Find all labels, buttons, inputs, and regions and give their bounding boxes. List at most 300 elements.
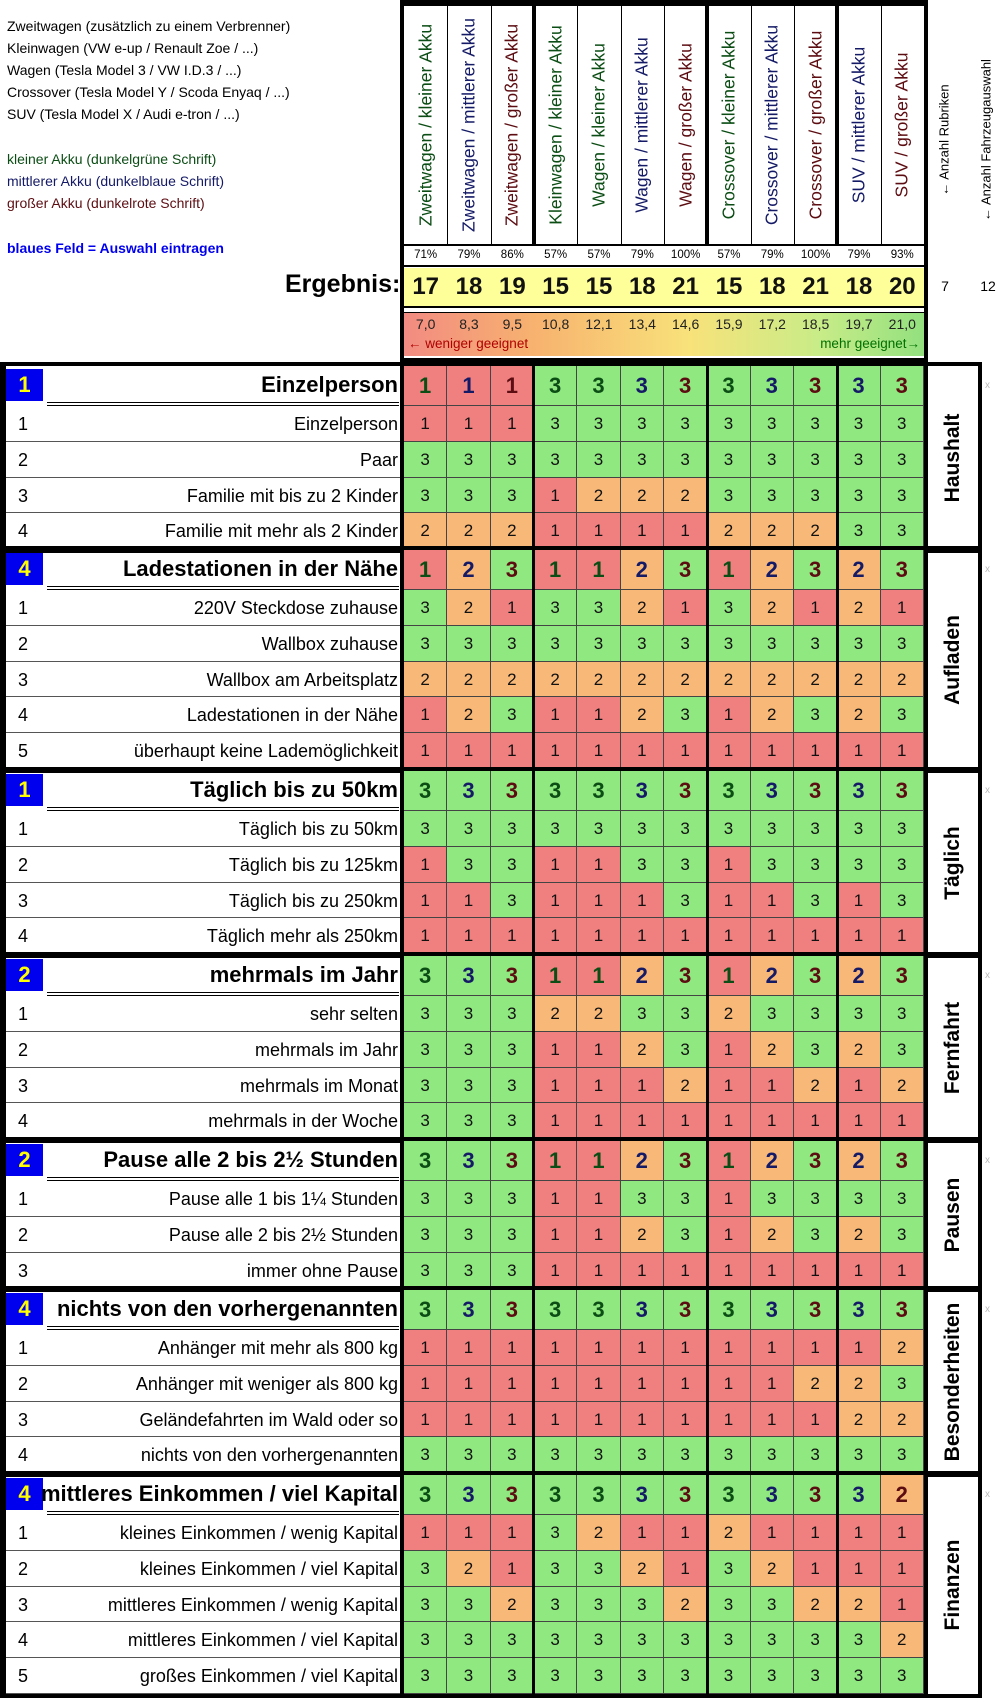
grid-line — [404, 244, 924, 246]
score-cell: 3 — [621, 811, 664, 847]
grid-line — [835, 6, 839, 244]
score-cell: 1 — [707, 733, 750, 769]
option-number: 2 — [18, 633, 29, 654]
option-label: kleines Einkommen / viel Kapital — [139, 1558, 398, 1579]
row-separator — [6, 696, 404, 697]
score-cell: 1 — [751, 1253, 794, 1289]
scale-value: 7,0 — [415, 316, 436, 332]
score-cell: 3 — [794, 1032, 837, 1068]
selection-number-field[interactable]: 4 — [6, 553, 43, 585]
score-cell: 2 — [881, 1402, 924, 1438]
score-cell: 3 — [447, 996, 490, 1032]
column-result: 17 — [404, 268, 447, 306]
option-label: 220V Steckdose zuhause — [193, 598, 398, 618]
score-cell: 1 — [794, 590, 837, 626]
selection-number-field[interactable]: 4 — [6, 1293, 43, 1325]
selected-score-cell: 3 — [794, 1290, 837, 1330]
score-cell: 3 — [534, 406, 577, 442]
score-cell: 3 — [404, 1622, 447, 1658]
selected-row-underline — [47, 992, 399, 993]
score-cell: 3 — [794, 811, 837, 847]
score-cell: 3 — [664, 1437, 707, 1473]
selected-score-cell: 2 — [751, 1141, 794, 1181]
score-cell: 3 — [447, 626, 490, 662]
score-cell: 2 — [837, 662, 880, 698]
selected-score-cell: 2 — [621, 550, 664, 590]
selected-score-cell: 3 — [707, 771, 750, 811]
section-marker: x — [985, 380, 990, 391]
score-cell: 2 — [447, 697, 490, 733]
score-cell: 3 — [491, 626, 534, 662]
grid-line — [924, 1290, 928, 1473]
selected-score-cell: 3 — [577, 1475, 620, 1515]
score-cell: 1 — [707, 1032, 750, 1068]
score-cell: 1 — [491, 590, 534, 626]
score-cell: 1 — [621, 883, 664, 919]
selected-score-cell: 3 — [664, 1290, 707, 1330]
selected-score-cell: 2 — [621, 1141, 664, 1181]
selected-score-cell: 3 — [491, 1290, 534, 1330]
row-separator — [6, 1550, 404, 1551]
score-cell: 3 — [881, 1658, 924, 1694]
selection-number-field[interactable]: 2 — [6, 1144, 43, 1176]
selected-option-label: nichts von den vorhergenannten — [56, 1296, 398, 1321]
option-label: Wallbox am Arbeitsplatz — [206, 669, 398, 690]
score-cell: 1 — [534, 1032, 577, 1068]
column-header — [621, 6, 664, 244]
selected-option-label: mittleres Einkommen / viel Kapital — [40, 1481, 398, 1506]
option-number: 4 — [18, 705, 29, 726]
section-marker: x — [985, 785, 990, 796]
score-cell: 3 — [707, 1587, 750, 1623]
score-cell: 1 — [404, 406, 447, 442]
score-cell: 3 — [491, 442, 534, 478]
option-label: Anhänger mit weniger als 800 kg — [135, 1373, 398, 1394]
grid-line — [532, 6, 536, 244]
score-cell: 1 — [837, 1330, 880, 1366]
score-cell: 3 — [491, 1068, 534, 1104]
score-cell: 3 — [447, 1253, 490, 1289]
score-cell: 2 — [707, 996, 750, 1032]
score-cell: 3 — [664, 996, 707, 1032]
selected-row-underline — [47, 586, 399, 587]
column-header-label: Crossover / großer Akku — [805, 30, 826, 220]
score-cell: 3 — [751, 478, 794, 514]
selected-score-cell: 2 — [881, 1475, 924, 1515]
grid-line — [400, 1141, 404, 1288]
grid-line — [924, 771, 928, 954]
score-cell: 3 — [534, 1437, 577, 1473]
score-cell: 1 — [881, 918, 924, 954]
column-header — [447, 6, 490, 244]
option-number: 2 — [18, 854, 29, 875]
score-cell: 2 — [837, 1032, 880, 1068]
score-cell: 2 — [837, 1217, 880, 1253]
option-label: mittleres Einkommen / viel Kapital — [127, 1630, 398, 1651]
column-result: 21 — [664, 268, 707, 306]
score-cell: 3 — [491, 1437, 534, 1473]
grid-line — [978, 771, 982, 954]
section-marker: x — [985, 1489, 990, 1500]
section-marker: x — [985, 1304, 990, 1315]
grid-line — [0, 1141, 6, 1288]
score-cell: 2 — [447, 513, 490, 549]
grid-line — [924, 1475, 928, 1694]
score-cell: 3 — [751, 442, 794, 478]
score-cell: 3 — [837, 996, 880, 1032]
score-cell: 1 — [534, 697, 577, 733]
grid-line — [836, 956, 839, 1139]
score-cell: 1 — [707, 1217, 750, 1253]
selected-score-cell: 2 — [447, 550, 490, 590]
score-cell: 3 — [447, 442, 490, 478]
selection-number-field[interactable]: 1 — [6, 369, 43, 401]
option-number: 2 — [18, 1373, 29, 1394]
row-separator — [6, 1216, 404, 1217]
score-cell: 2 — [751, 662, 794, 698]
column-result: 18 — [837, 268, 880, 306]
scale-more-label: mehr geeignet→ — [820, 336, 920, 351]
selection-number-field[interactable]: 1 — [6, 774, 43, 806]
option-number: 2 — [18, 1558, 29, 1579]
column-header — [577, 6, 620, 244]
score-cell: 3 — [404, 590, 447, 626]
category-label: Aufladen — [941, 614, 964, 705]
count-rubrics: 7 — [941, 278, 949, 294]
selected-option-label: Einzelperson — [261, 372, 398, 397]
selected-score-cell: 3 — [794, 956, 837, 996]
selected-score-cell: 3 — [664, 550, 707, 590]
option-number: 2 — [18, 1224, 29, 1245]
selected-score-cell: 3 — [404, 1141, 447, 1181]
grid-line — [664, 6, 665, 244]
grid-line — [706, 1141, 709, 1288]
score-cell: 1 — [664, 1366, 707, 1402]
score-cell: 3 — [707, 1437, 750, 1473]
grid-line — [881, 6, 882, 244]
score-cell: 2 — [447, 662, 490, 698]
score-cell: 3 — [621, 406, 664, 442]
score-cell: 3 — [837, 442, 880, 478]
score-cell: 3 — [404, 626, 447, 662]
count-vehicles: 12 — [980, 278, 996, 294]
selected-score-cell: 1 — [534, 550, 577, 590]
selected-score-cell: 1 — [577, 550, 620, 590]
column-header — [491, 6, 534, 244]
score-cell: 3 — [404, 442, 447, 478]
grid-line — [0, 952, 928, 956]
score-cell: 2 — [664, 1587, 707, 1623]
row-separator — [6, 1365, 404, 1366]
grid-line — [706, 366, 709, 549]
selected-score-cell: 2 — [751, 550, 794, 590]
grid-line — [706, 1290, 709, 1473]
selected-score-cell: 3 — [664, 1475, 707, 1515]
score-cell: 1 — [664, 513, 707, 549]
option-number: 3 — [18, 1260, 29, 1281]
option-label: Ladestationen in der Nähe — [186, 705, 398, 726]
score-cell: 1 — [534, 513, 577, 549]
column-header — [707, 6, 750, 244]
score-cell: 2 — [404, 513, 447, 549]
column-header-label: Crossover / kleiner Akku — [718, 30, 739, 220]
score-cell: 1 — [621, 513, 664, 549]
score-cell: 3 — [447, 478, 490, 514]
score-cell: 3 — [837, 1437, 880, 1473]
score-cell: 1 — [837, 733, 880, 769]
score-cell: 1 — [881, 1587, 924, 1623]
score-cell: 3 — [881, 406, 924, 442]
score-cell: 1 — [621, 1103, 664, 1139]
score-cell: 3 — [447, 1658, 490, 1694]
score-cell: 2 — [621, 1217, 664, 1253]
score-cell: 3 — [447, 1068, 490, 1104]
score-cell: 2 — [707, 513, 750, 549]
score-cell: 3 — [404, 1032, 447, 1068]
score-cell: 1 — [881, 1103, 924, 1139]
score-cell: 2 — [837, 1366, 880, 1402]
grid-line — [0, 362, 928, 366]
score-cell: 1 — [707, 1068, 750, 1104]
score-cell: 1 — [751, 1068, 794, 1104]
score-cell: 1 — [881, 590, 924, 626]
score-cell: 3 — [881, 1217, 924, 1253]
selected-score-cell: 3 — [794, 550, 837, 590]
grid-line — [978, 366, 982, 549]
grid-line — [404, 265, 924, 267]
score-cell: 3 — [447, 1622, 490, 1658]
scale-value: 19,7 — [845, 316, 873, 332]
score-cell: 1 — [621, 1366, 664, 1402]
grid-line — [532, 1141, 535, 1288]
score-cell: 1 — [621, 1253, 664, 1289]
row-separator — [6, 625, 404, 626]
grid-line — [0, 956, 6, 1139]
selected-score-cell: 3 — [621, 366, 664, 406]
selected-score-cell: 1 — [534, 1141, 577, 1181]
score-cell: 1 — [577, 697, 620, 733]
legend-large-battery: großer Akku (dunkelrote Schrift) — [7, 195, 205, 211]
score-cell: 3 — [534, 1587, 577, 1623]
selected-score-cell: 1 — [707, 550, 750, 590]
grid-line — [0, 366, 6, 549]
score-cell: 1 — [534, 1217, 577, 1253]
score-cell: 1 — [577, 883, 620, 919]
scale-value: 8,3 — [459, 316, 479, 332]
selected-score-cell: 3 — [621, 771, 664, 811]
selected-score-cell: 3 — [664, 956, 707, 996]
score-cell: 3 — [794, 1181, 837, 1217]
score-cell: 3 — [751, 1658, 794, 1694]
option-number: 5 — [18, 741, 29, 762]
score-cell: 2 — [794, 1587, 837, 1623]
result-label: Ergebnis: — [285, 270, 401, 298]
score-cell: 2 — [751, 590, 794, 626]
count-rubrics-label: ← Anzahl Rubriken — [936, 84, 952, 196]
selected-score-cell: 3 — [751, 1290, 794, 1330]
score-cell: 3 — [664, 626, 707, 662]
score-cell: 1 — [837, 1253, 880, 1289]
score-cell: 1 — [491, 733, 534, 769]
section-marker: x — [985, 564, 990, 575]
score-cell: 2 — [751, 1217, 794, 1253]
score-cell: 1 — [577, 1217, 620, 1253]
option-label: Anhänger mit mehr als 800 kg — [157, 1338, 398, 1358]
column-header — [794, 6, 837, 244]
score-cell: 1 — [404, 1330, 447, 1366]
score-cell: 1 — [534, 733, 577, 769]
grid-line — [924, 767, 982, 771]
section-marker: x — [985, 1155, 990, 1166]
score-cell: 1 — [794, 733, 837, 769]
option-label: großes Einkommen / viel Kapital — [139, 1666, 398, 1687]
score-cell: 3 — [881, 442, 924, 478]
grid-line — [706, 550, 709, 769]
scale-value: 15,9 — [715, 316, 743, 332]
score-cell: 3 — [621, 1437, 664, 1473]
score-cell: 1 — [707, 883, 750, 919]
score-cell: 3 — [534, 1515, 577, 1551]
score-cell: 3 — [404, 1587, 447, 1623]
column-header-label: SUV / großer Akku — [891, 52, 912, 198]
score-cell: 3 — [751, 1181, 794, 1217]
score-cell: 3 — [664, 1217, 707, 1253]
score-cell: 1 — [794, 918, 837, 954]
score-cell: 3 — [577, 1551, 620, 1587]
score-cell: 1 — [534, 1068, 577, 1104]
score-cell: 3 — [664, 1181, 707, 1217]
score-cell: 1 — [577, 1330, 620, 1366]
score-cell: 1 — [794, 1253, 837, 1289]
score-cell: 1 — [447, 1330, 490, 1366]
score-cell: 3 — [447, 811, 490, 847]
option-label: Täglich bis zu 250km — [228, 890, 398, 911]
grid-line — [0, 1290, 6, 1473]
grid-line — [621, 6, 622, 244]
selected-score-cell: 3 — [751, 366, 794, 406]
option-number: 4 — [18, 1111, 29, 1132]
count-vehicles-label: ← Anzahl Fahrzeugauswahl — [978, 59, 994, 221]
selected-score-cell: 3 — [881, 366, 924, 406]
grid-line — [924, 0, 928, 362]
score-cell: 3 — [751, 1622, 794, 1658]
score-cell: 3 — [794, 1658, 837, 1694]
score-cell: 3 — [491, 1103, 534, 1139]
column-header — [881, 6, 924, 244]
selected-score-cell: 3 — [491, 771, 534, 811]
score-cell: 1 — [621, 1068, 664, 1104]
column-header-label: Zweitwagen / kleiner Akku — [415, 23, 436, 227]
column-percent: 57% — [717, 249, 741, 261]
score-cell: 3 — [881, 513, 924, 549]
column-result: 21 — [794, 268, 837, 306]
selected-score-cell: 3 — [534, 366, 577, 406]
score-cell: 3 — [794, 626, 837, 662]
score-cell: 2 — [664, 478, 707, 514]
grid-line — [0, 546, 928, 550]
score-cell: 1 — [837, 1515, 880, 1551]
score-cell: 3 — [881, 478, 924, 514]
grid-line — [978, 956, 982, 1139]
score-cell: 3 — [621, 847, 664, 883]
score-cell: 3 — [491, 1253, 534, 1289]
grid-line — [0, 771, 6, 954]
grid-line — [924, 546, 982, 550]
grid-line — [400, 1475, 404, 1694]
score-cell: 2 — [794, 662, 837, 698]
score-cell: 3 — [534, 626, 577, 662]
score-cell: 3 — [491, 697, 534, 733]
score-cell: 3 — [751, 847, 794, 883]
grid-line — [924, 1141, 928, 1288]
score-cell: 3 — [447, 1437, 490, 1473]
score-cell: 1 — [491, 1330, 534, 1366]
grid-line — [924, 362, 982, 366]
selection-number-field[interactable]: 4 — [6, 1478, 43, 1510]
score-cell: 3 — [707, 442, 750, 478]
legend-type-line: Kleinwagen (VW e-up / Renault Zoe / ...) — [7, 40, 259, 56]
score-cell: 1 — [664, 1330, 707, 1366]
score-cell: 1 — [491, 1515, 534, 1551]
selected-score-cell: 2 — [751, 956, 794, 996]
score-cell: 3 — [881, 626, 924, 662]
score-cell: 3 — [707, 406, 750, 442]
grid-line — [400, 366, 404, 549]
selected-score-cell: 3 — [447, 1141, 490, 1181]
score-cell: 3 — [664, 1622, 707, 1658]
column-percent: 57% — [544, 249, 568, 261]
grid-line — [0, 767, 928, 771]
scale-value: 10,8 — [542, 316, 570, 332]
score-cell: 3 — [491, 1217, 534, 1253]
grid-line — [0, 1471, 928, 1475]
score-cell: 2 — [837, 590, 880, 626]
selected-row-underline — [47, 405, 399, 406]
section-marker: x — [985, 970, 990, 981]
score-cell: 3 — [534, 590, 577, 626]
score-cell: 1 — [577, 1253, 620, 1289]
score-cell: 3 — [751, 996, 794, 1032]
selected-score-cell: 3 — [837, 771, 880, 811]
score-cell: 3 — [404, 811, 447, 847]
score-cell: 1 — [491, 1366, 534, 1402]
legend-hint: blaues Feld = Auswahl eintragen — [7, 240, 224, 256]
score-cell: 2 — [577, 662, 620, 698]
selected-score-cell: 3 — [707, 1475, 750, 1515]
score-cell: 3 — [837, 847, 880, 883]
score-cell: 1 — [707, 697, 750, 733]
selected-score-cell: 3 — [404, 1290, 447, 1330]
option-label: mittleres Einkommen / wenig Kapital — [107, 1594, 398, 1615]
score-cell: 2 — [664, 662, 707, 698]
score-cell: 1 — [707, 918, 750, 954]
selected-score-cell: 3 — [447, 1475, 490, 1515]
score-cell: 3 — [577, 590, 620, 626]
column-header-label: Wagen / kleiner Akku — [588, 43, 609, 207]
score-cell: 3 — [837, 478, 880, 514]
score-cell: 2 — [577, 996, 620, 1032]
score-cell: 1 — [447, 1366, 490, 1402]
score-cell: 1 — [664, 733, 707, 769]
score-cell: 1 — [621, 1402, 664, 1438]
column-result: 19 — [491, 268, 534, 306]
scale-less-label: ← weniger geeignet — [408, 336, 529, 351]
score-cell: 3 — [577, 1658, 620, 1694]
selected-score-cell: 2 — [837, 1141, 880, 1181]
selection-number-field[interactable]: 2 — [6, 959, 43, 991]
selected-row-underline — [47, 1329, 399, 1330]
score-cell: 3 — [881, 996, 924, 1032]
